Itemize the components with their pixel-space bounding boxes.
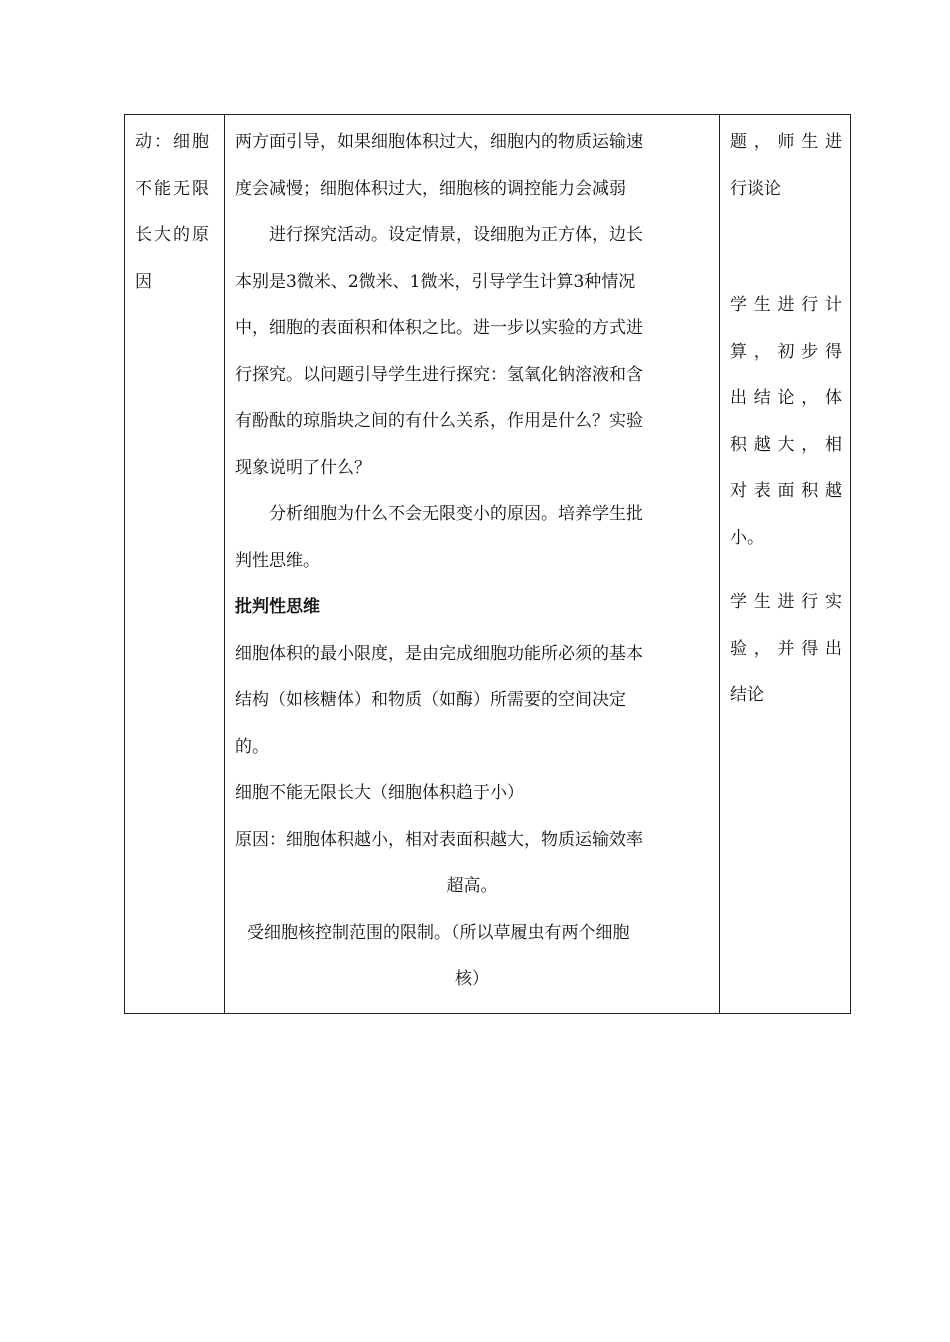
student-line: 验，并得出 — [730, 638, 842, 659]
table-row — [125, 115, 851, 1014]
text-line: 原因：细胞体积越小，相对表面积越大，物质运输效率 — [235, 829, 643, 850]
lesson-plan-table — [124, 114, 851, 1014]
student-line: 对表面积越 — [730, 481, 842, 501]
text-line: 行探究。以问题引导学生进行探究：氢氧化钠溶液和含 — [235, 364, 643, 385]
activity-line: 动：细胞 — [135, 132, 211, 152]
text-line: 细胞体积的最小限度，是由完成细胞功能所必须的基本 — [235, 643, 643, 664]
text-line: 进行探究活动。设定情景，设细胞为正方体，边长 — [269, 225, 643, 245]
text-line: 超高。 — [446, 876, 498, 896]
text-line: 核） — [455, 969, 489, 989]
text-line: 度会减慢；细胞体积过大，细胞核的调控能力会减弱 — [235, 178, 626, 199]
activity-line: 不能无限 — [135, 178, 211, 199]
teacher-activity-cell — [225, 115, 720, 1014]
text-line: 受细胞核控制范围的限制。（所以草履虫有两个细胞 — [247, 922, 630, 943]
student-line: 学生进行实 — [730, 592, 842, 612]
activity-line: 因 — [135, 271, 154, 292]
text-line: 的。 — [235, 736, 269, 757]
student-line: 学生进行计 — [730, 295, 842, 315]
student-line: 出结论，体 — [730, 388, 842, 408]
text-line: 结构（如核糖体）和物质（如酶）所需要的空间决定 — [235, 690, 626, 710]
text-line: 两方面引导，如果细胞体积过大，细胞内的物质运输速 — [235, 132, 643, 152]
text-line: 分析细胞为什么不会无限变小的原因。培养学生批 — [269, 504, 643, 524]
section-heading: 批判性思维 — [235, 597, 320, 617]
text-line: 细胞不能无限长大（细胞体积趋于小） — [235, 783, 524, 803]
student-line: 结论 — [730, 685, 764, 705]
student-activity-cell — [720, 115, 851, 1014]
text-line: 本别是3微米、2微米、1微米，引导学生计算3种情况 — [235, 271, 636, 292]
student-line: 积越大，相 — [730, 434, 842, 455]
activity-cell — [125, 115, 225, 1014]
student-line: 行谈论 — [730, 178, 781, 199]
student-line: 算，初步得 — [730, 341, 842, 362]
activity-line: 长大的原 — [135, 225, 211, 245]
text-line: 判性思维。 — [235, 550, 320, 571]
student-line: 小。 — [730, 527, 764, 548]
student-line: 题，师生进 — [730, 132, 842, 152]
text-line: 中，细胞的表面积和体积之比。进一步以实验的方式进 — [235, 318, 643, 338]
text-line: 现象说明了什么？ — [235, 457, 371, 478]
text-line: 有酚酞的琼脂块之间的有什么关系，作用是什么？实验 — [235, 411, 643, 431]
